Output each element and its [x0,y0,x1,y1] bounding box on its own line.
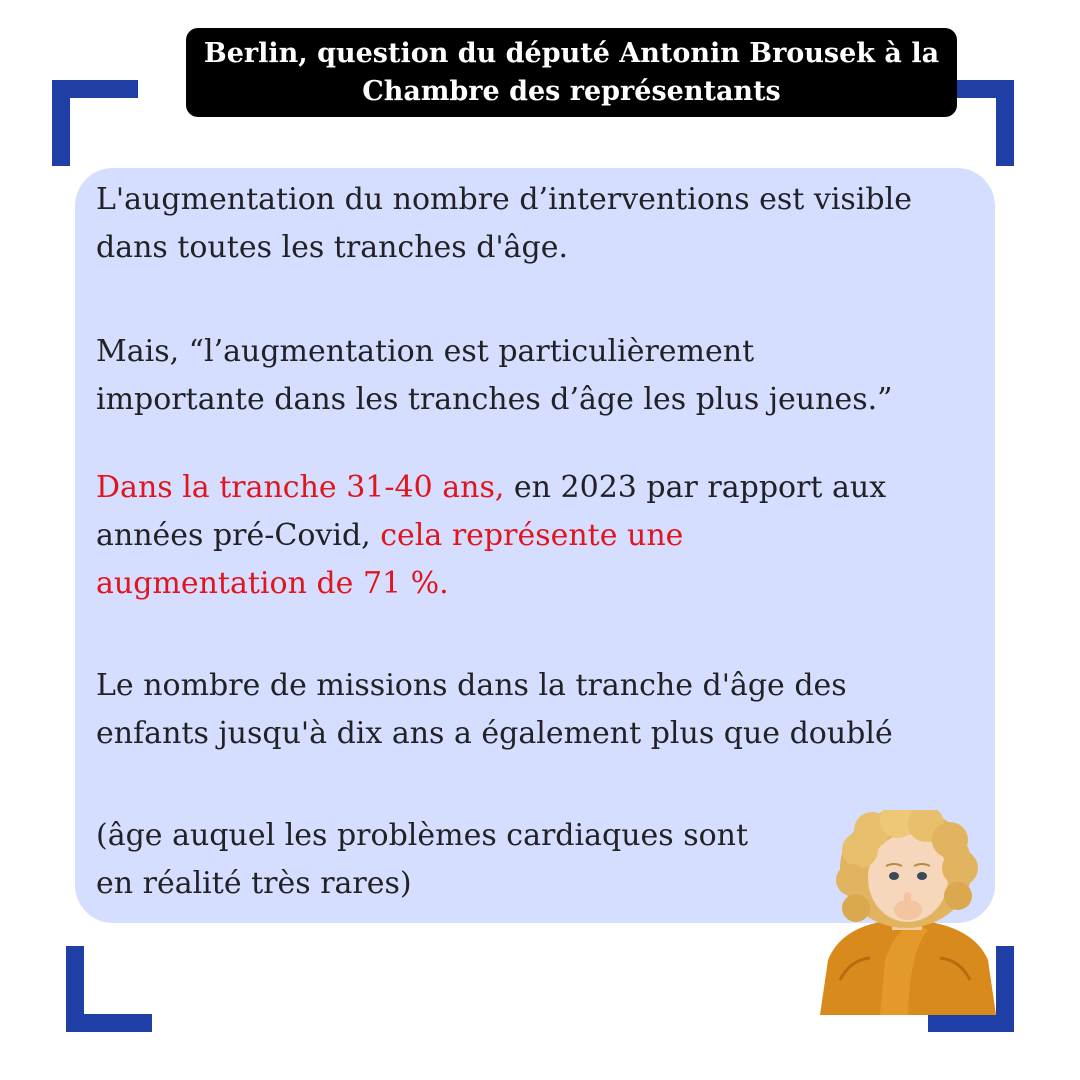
paragraph-2-line-2: importante dans les tranches d’âge les plus jeunes.” [96,382,893,417]
paragraph-children-missions [96,662,893,758]
paragraph-1-line-1: L'augmentation du nombre d’interventions est visible [96,182,912,217]
paragraph-4-line-1: Le nombre de missions dans la tranche d'âge des [96,668,847,703]
paragraph-4-line-2: enfants jusqu'à dix ans a également plus que doublé [96,716,893,751]
header-line-1: Berlin, question du député Antonin Brousek à la [203,37,940,69]
paragraph-2-line-1: Mais, “l’augmentation est particulièrement [96,334,755,369]
header-title [186,28,957,117]
paragraph-31-40-stat [96,464,886,608]
paragraph-quote-young [96,328,892,424]
header-line-2: Chambre des représentants [362,75,781,107]
paragraph-1-line-2: dans toutes les tranches d'âge. [96,230,569,265]
thinking-child-photo-icon [810,810,1000,1015]
paragraph-5-line-1: (âge auquel les problèmes cardiaques sont [96,818,749,853]
highlight-represents: cela représente une [380,518,684,553]
paragraph-3-text-2: années pré-Covid, [96,518,381,553]
highlight-increase-71: augmentation de 71 %. [96,566,449,601]
paragraph-3-text-1: en 2023 par rapport aux [504,470,887,505]
highlight-age-range: Dans la tranche 31-40 ans, [96,470,505,505]
paragraph-5-line-2: en réalité très rares) [96,866,412,901]
paragraph-cardiac-rare [96,812,748,908]
paragraph-increase-all-ages [96,176,912,272]
